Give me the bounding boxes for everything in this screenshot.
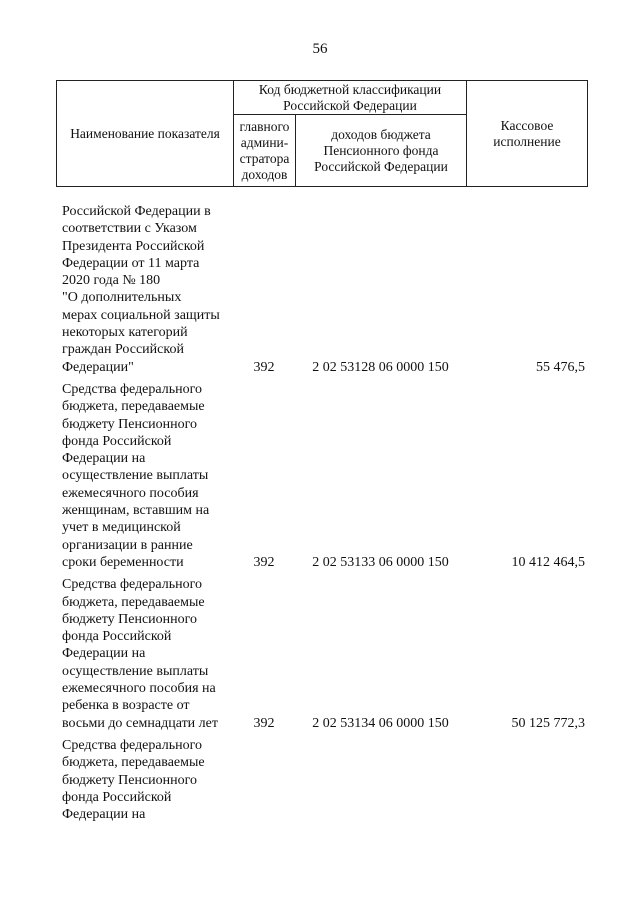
row-name-cell	[56, 203, 233, 376]
row-total: 10 412 464,5	[511, 554, 585, 570]
header-kbk: Код бюджетной классификации Российской Федерации	[258, 81, 442, 113]
row-income-code: 2 02 53133 06 0000 150	[312, 554, 449, 570]
header-code-cell	[296, 115, 467, 187]
row-name: Российской Федерации в соответствии с Указом Президента Российской Федерации от 11 марта 2020 года № 180 "О дополнительных мерах социальной защиты некоторых категорий граждан Российской Федерации"	[62, 204, 220, 375]
row-total: 55 476,5	[536, 359, 585, 375]
row-income-code: 2 02 53134 06 0000 150	[312, 715, 449, 731]
row-total: 50 125 772,3	[511, 715, 585, 731]
header-code: доходов бюджета Пенсионного фонда Российской Федерации	[314, 126, 448, 174]
table-header	[56, 80, 588, 187]
table-body	[56, 203, 587, 823]
header-total: Кассовое исполнение	[493, 117, 561, 149]
row-admin-code: 392	[253, 359, 275, 375]
row-total	[466, 732, 587, 823]
row-admin-code	[233, 732, 295, 823]
row-name-cell	[56, 732, 233, 823]
row-income-code	[295, 732, 466, 823]
header-admin: главного админи-стратора доходов	[239, 118, 290, 182]
page-number: 56	[312, 41, 328, 57]
table-row	[56, 203, 587, 376]
row-admin-code: 392	[253, 715, 275, 731]
row-income-code: 2 02 53128 06 0000 150	[312, 359, 449, 375]
row-name-cell	[56, 571, 233, 732]
row-name: Средства федерального бюджета, передаваемые бюджету Пенсионного фонда Российской Федерации на осуществление выплаты ежемесячного пособия на ребенка в возрасте от восьми до семнадцати лет	[62, 577, 218, 731]
header-admin-cell	[234, 115, 296, 187]
table-row	[56, 732, 587, 823]
table-row	[56, 571, 587, 732]
row-name: Средства федерального бюджета, передаваемые бюджету Пенсионного фонда Российской Федерации на осуществление выплаты ежемесячного пособия женщинам, вставшим на учет в медицинской организации в ранние сроки беременности	[62, 381, 210, 570]
header-total-cell	[467, 81, 588, 187]
row-admin-code: 392	[253, 554, 275, 570]
table-row	[56, 376, 587, 571]
header-kbk-cell	[234, 81, 467, 115]
row-name: Средства федерального бюджета, передаваемые бюджету Пенсионного фонда Российской Федерации на	[62, 737, 205, 823]
header-name: Наименование показателя	[70, 125, 220, 141]
row-name-cell	[56, 376, 233, 571]
header-name-cell	[57, 81, 234, 187]
